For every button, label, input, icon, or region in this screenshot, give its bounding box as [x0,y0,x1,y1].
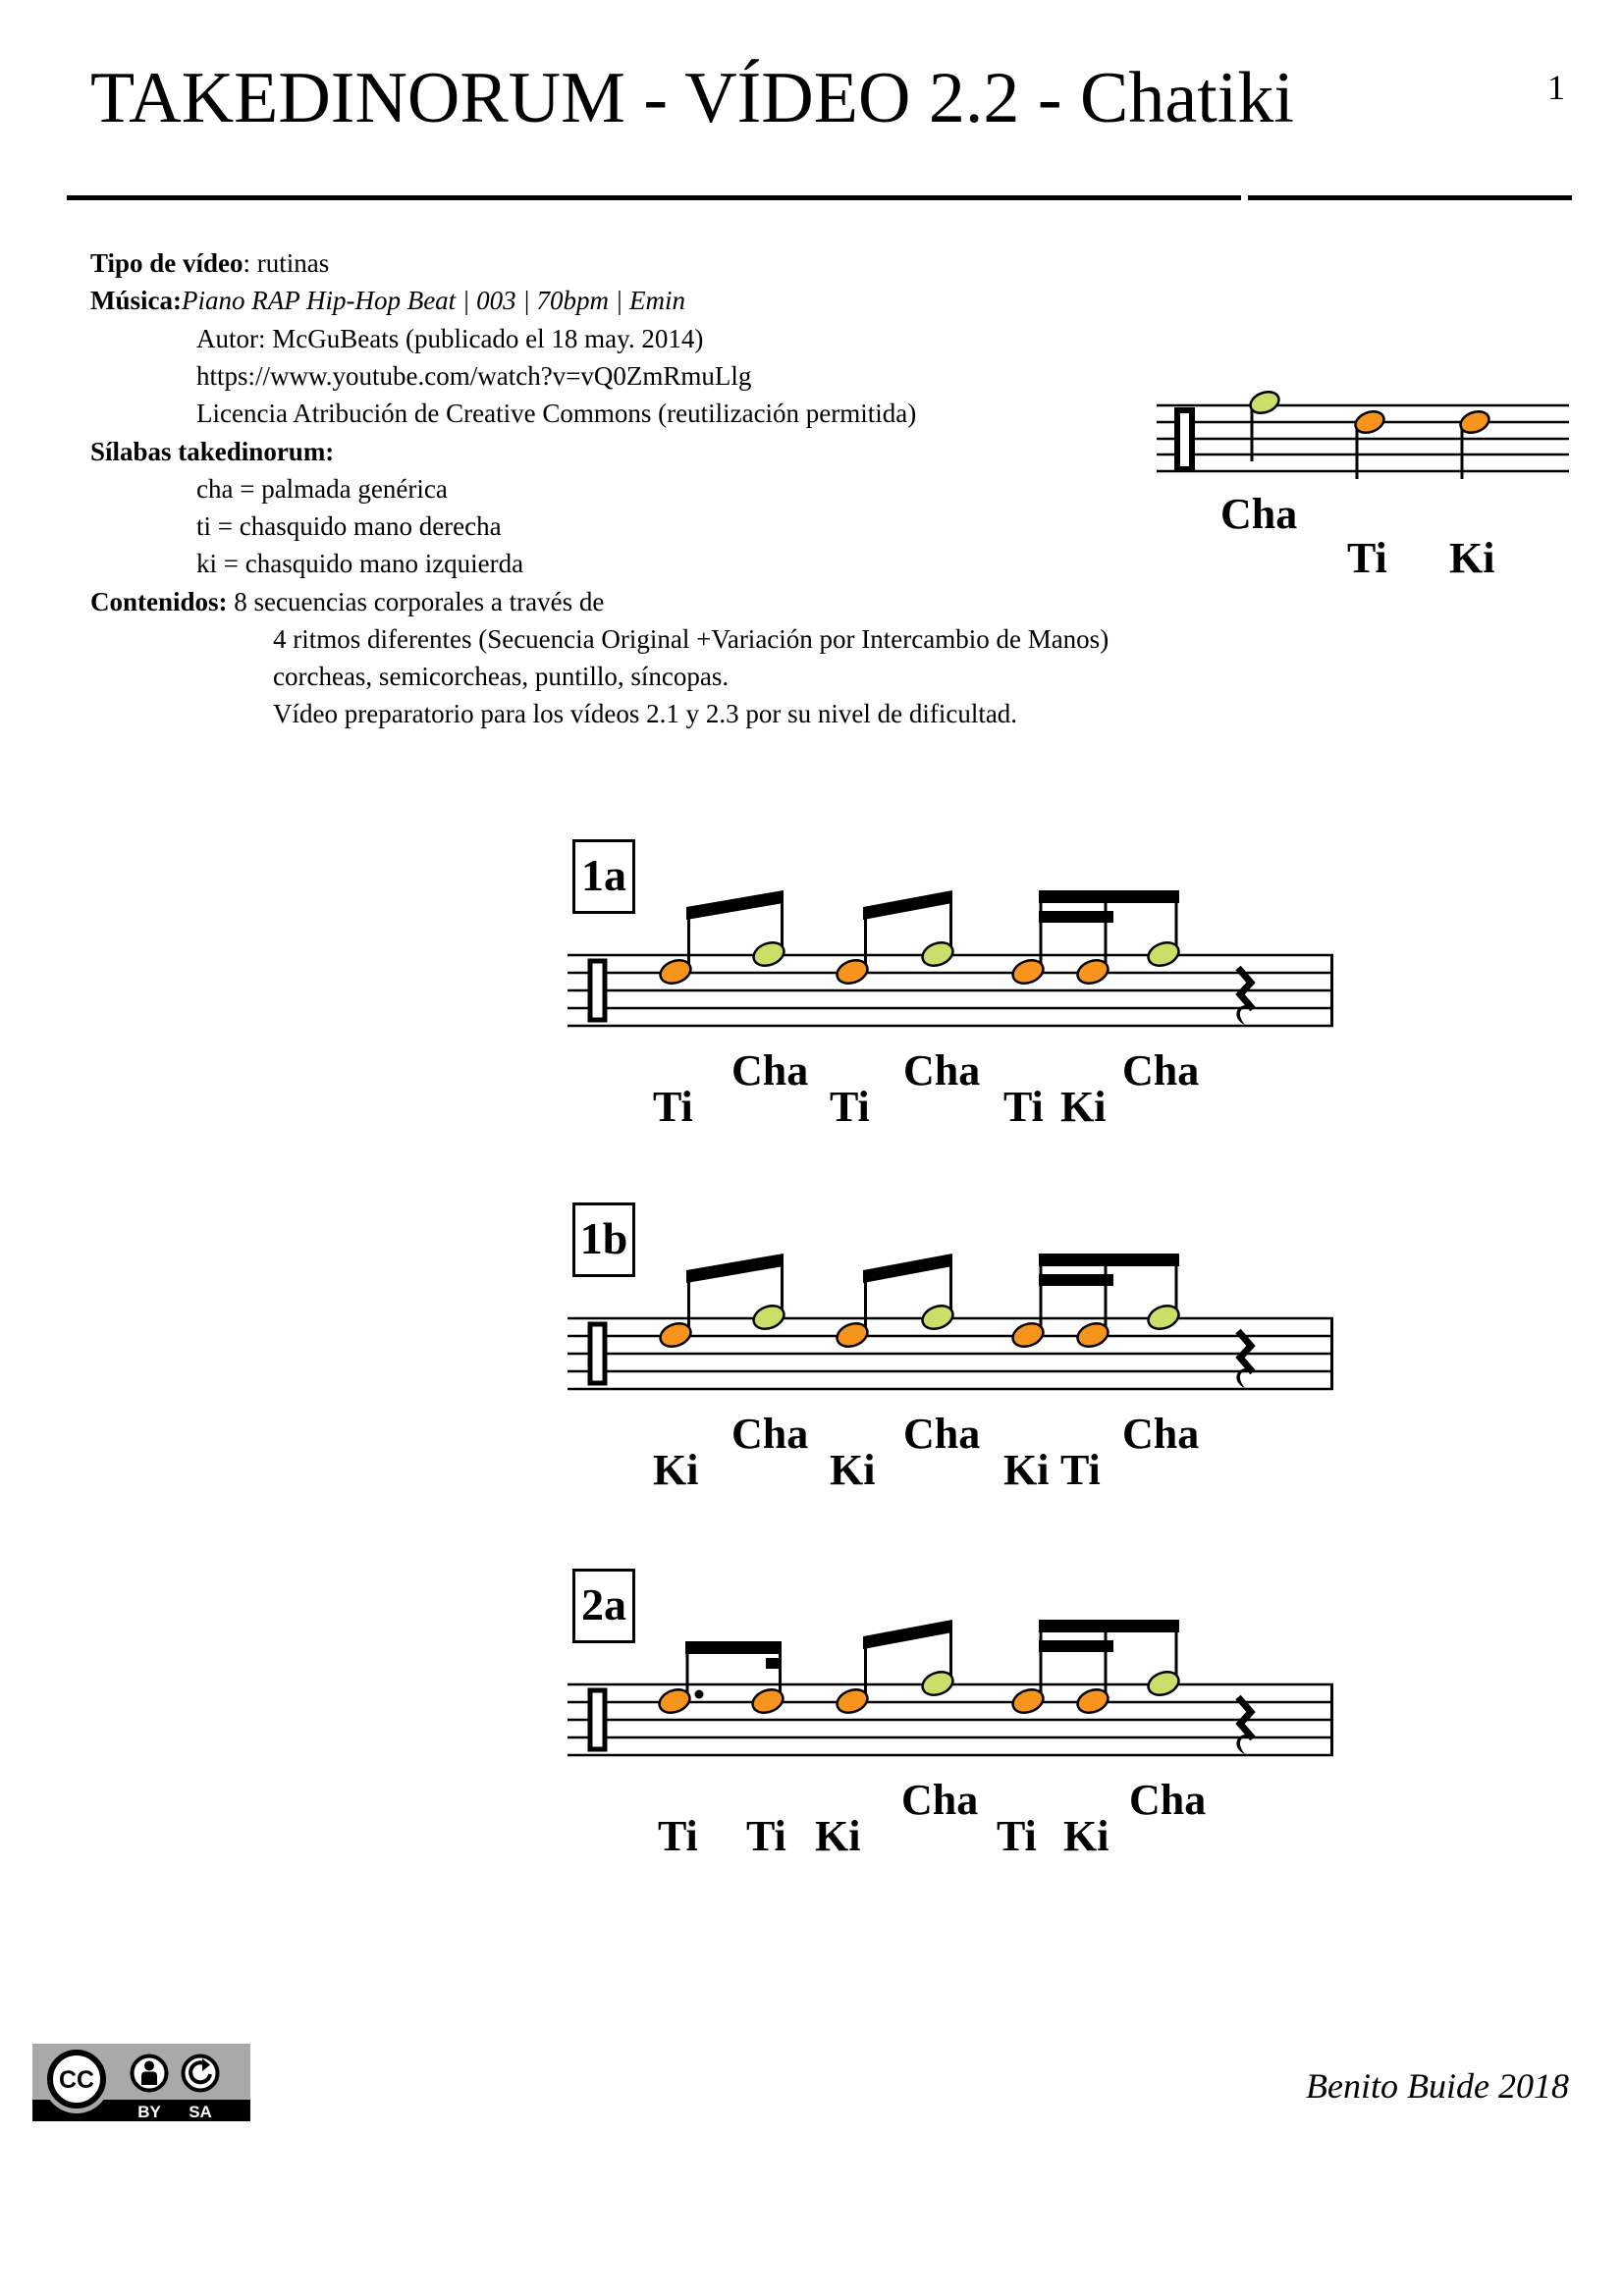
person-head [144,2061,154,2071]
info-tipo-label: Tipo de vídeo [90,248,243,278]
quarter-rest-icon [1236,968,1253,1025]
contenidos-line-3: corcheas, semicorcheas, puntillo, síncopas. [273,662,730,691]
quarter-rest-icon [1236,1697,1253,1754]
badge-by-text: BY [137,2103,161,2121]
syllable-label: Ti [1003,1083,1044,1131]
syllable-label: Cha [731,1410,809,1458]
info-tipo-value: : rutinas [243,248,330,278]
cc-by-sa-badge [32,2044,250,2138]
section-label: 1a [581,850,626,900]
info-tipo [90,247,329,279]
person-body [141,2072,157,2086]
noteheads [657,938,1182,988]
info-licencia: Licencia Atribución de Creative Commons (reutilización permitida) [196,399,917,428]
silaba-ki-definition: ki = chasquido mano izquierda [196,549,524,578]
staff-1b [550,1245,1375,1404]
rhythm-section-1a [550,839,1453,1163]
syllable-label: Ti [658,1812,698,1860]
syllable-label: Cha [731,1046,809,1095]
percussion-clef-icon [1177,410,1192,469]
rhythm-section-1b [550,1202,1453,1526]
legend-staff [1149,388,1581,498]
section-label: 1b [579,1213,628,1263]
silabas-heading: Sílabas takedinorum: [90,437,335,466]
percussion-clef-icon [590,1690,605,1749]
info-musica-label: Música: [90,286,182,315]
info-musica [90,285,685,316]
syllable-label: Cha [901,1776,979,1824]
syllable-label: Cha [1122,1046,1200,1095]
title-divider [67,195,1241,200]
noteheads [656,1668,1182,1717]
info-contenidos [90,586,604,617]
contenidos-line-4: Vídeo preparatorio para los vídeos 2.1 y 2.3 por su nivel de dificultad. [273,699,1018,728]
staff-2a [550,1611,1375,1770]
syllable-label: Cha [903,1046,981,1095]
badge-sa-text: SA [189,2103,212,2121]
author-signature: Benito Buide 2018 [1306,2066,1569,2106]
augmentation-dot [695,1690,704,1699]
quarter-rest-icon [1236,1331,1253,1388]
section-label: 2a [581,1579,626,1629]
legend-label-ti: Ti [1347,534,1387,582]
contenidos-line-2: 4 ritmos diferentes (Secuencia Original +Variación por Intercambio de Manos) [273,624,1109,654]
syllable-label: Ki [830,1446,876,1494]
syllable-label: Ki [1060,1083,1107,1131]
syllable-label: Ki [653,1446,699,1494]
syllable-label: Cha [1122,1410,1200,1458]
video-url[interactable]: https://www.youtube.com/watch?v=vQ0ZmRmuLlg [196,361,752,391]
legend-label-ki: Ki [1449,534,1495,582]
syllable-label: Ki [815,1812,861,1860]
syllable-label: Ki [1063,1812,1109,1860]
syllable-label: Ti [1060,1446,1101,1494]
staff-1a [550,881,1375,1041]
syllable-label: Ti [746,1812,786,1860]
page-number: 1 [1547,68,1565,107]
silaba-ti-definition: ti = chasquido mano derecha [196,511,502,541]
percussion-clef-icon [590,961,605,1020]
contenidos-value: 8 secuencias corporales a través de [227,587,605,616]
syllable-label: Cha [903,1410,981,1458]
title-divider-segment [1248,195,1572,200]
cc-logo-text: CC [58,2066,95,2094]
syllable-label: Ti [830,1083,870,1131]
syllable-label: Ti [997,1812,1037,1860]
legend-label-cha: Cha [1220,490,1298,538]
syllable-label: Ti [653,1083,693,1131]
contenidos-label: Contenidos: [90,587,228,616]
info-musica-value: Piano RAP Hip-Hop Beat | 003 | 70bpm | Emin [181,286,685,315]
info-autor: Autor: McGuBeats (publicado el 18 may. 2014) [196,324,704,353]
silaba-cha-definition: cha = palmada genérica [196,474,448,504]
page-title: TAKEDINORUM - VÍDEO 2.2 - Chatiki [90,58,1294,138]
percussion-clef-icon [590,1324,605,1383]
rhythm-section-2a [550,1569,1453,1893]
syllable-label: Cha [1129,1776,1207,1824]
noteheads [657,1302,1182,1351]
syllable-label: Ki [1003,1446,1050,1494]
